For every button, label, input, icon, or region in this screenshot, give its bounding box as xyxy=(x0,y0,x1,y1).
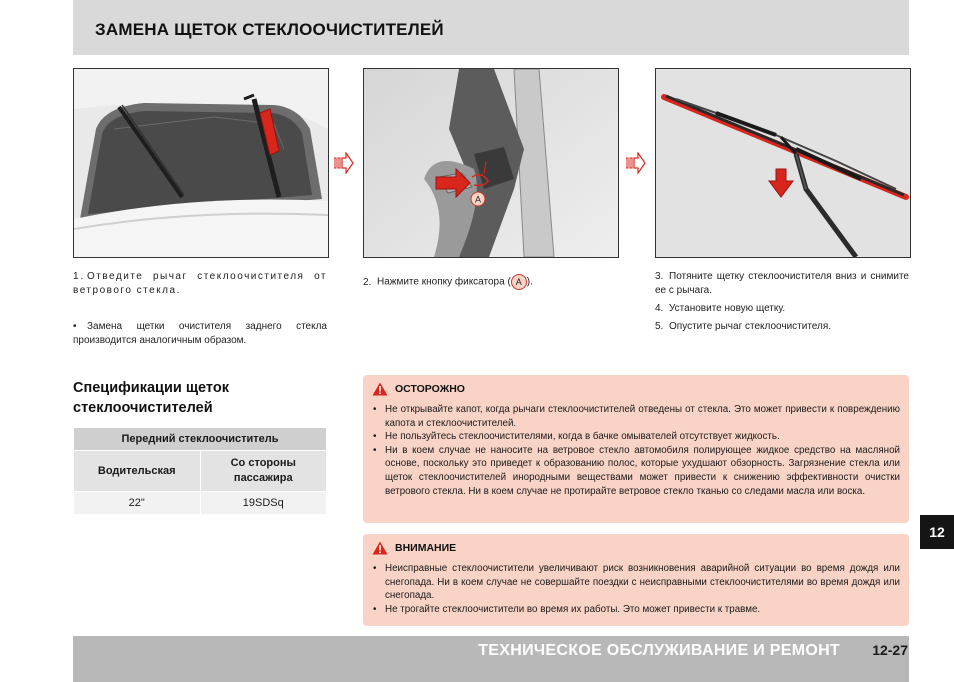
photo-retainer-button xyxy=(363,68,619,258)
callout-a-icon: A xyxy=(511,274,527,290)
chapter-tab: 12 xyxy=(920,515,954,549)
spec-value-passenger: 19SDSq xyxy=(200,492,327,515)
note-text: Замена щетки очистителя заднего стекла производится аналогичным образом. xyxy=(73,321,327,346)
photo-wiper-arm-lifted xyxy=(73,68,329,258)
page-header xyxy=(73,0,909,55)
warning-list xyxy=(371,562,900,616)
step-4: 4. Установите новую щетку. xyxy=(655,303,786,314)
step-5: 5. Опустите рычаг стеклоочистителя. xyxy=(655,321,832,332)
page-footer xyxy=(73,636,909,682)
next-step-arrow-icon xyxy=(334,152,354,174)
step-5-text: Опустите рычаг стеклоочистителя. xyxy=(669,321,832,332)
next-step-arrow-icon xyxy=(626,152,646,174)
caution-box xyxy=(363,375,909,523)
spec-heading: Спецификации щеток стеклоочистителей xyxy=(73,380,229,416)
warning-box xyxy=(363,534,909,626)
spec-table-header: Передний стеклоочиститель xyxy=(74,428,327,451)
warning-item: • Не трогайте стеклоочистители во время их работы. Это может привести к травме. xyxy=(371,603,900,617)
step-3: 3. Потяните щетку стеклоочистителя вниз и снимите ее с рычага. xyxy=(655,271,909,296)
callout-label-a: A xyxy=(474,194,482,205)
caution-item: • Не открывайте капот, когда рычаги стеклоочистителей отведены от стекла. Это может привести к повреждению капота и стеклоочистителей. xyxy=(371,403,900,430)
note-rear-wiper: • Замена щетки очистителя заднего стекла производится аналогичным образом. xyxy=(73,321,327,346)
step-2-text: Нажмите кнопку фиксатора ( xyxy=(377,276,511,288)
caution-item: • Не пользуйтесь стеклоочистителями, когда в бачке омывателей отсутствует жидкость. xyxy=(371,430,900,444)
step-1-text: Отведите рычаг стеклоочистителя от ветрового стекла. xyxy=(73,271,327,296)
warning-title: ВНИМАНИЕ xyxy=(395,542,457,554)
photo-wiper-blade-removal xyxy=(655,68,911,258)
caution-title: ОСТОРОЖНО xyxy=(395,383,465,395)
step-3-text: Потяните щетку стеклоочистителя вниз и снимите ее с рычага. xyxy=(655,271,909,296)
page-number: 12-27 xyxy=(872,642,908,658)
caution-list xyxy=(371,403,900,498)
warning-triangle-icon xyxy=(372,541,388,555)
caution-item: • Ни в коем случае не наносите на ветровое стекло автомобиля полирующее жидкое средство на масляной основе, поскольку это приведет к образованию полос, которые ухудшают обзорность. Загрязнение стекла или щеток стеклоочистителей инородными веществами может привести к снижению эффективности очистки ветрового стекла. Ни в коем случае не протирайте ветровое стекло тканью со следами масла или воска. xyxy=(371,444,900,498)
step-1: 1. Отведите рычаг стеклоочистителя от ветрового стекла. xyxy=(73,271,327,296)
warning-triangle-icon xyxy=(372,382,388,396)
spec-col-passenger: Со стороны пассажира xyxy=(200,451,327,492)
spec-col-driver: Водительская xyxy=(74,451,201,492)
step-4-text: Установите новую щетку. xyxy=(669,303,786,314)
spec-value-driver: 22" xyxy=(74,492,201,515)
wiper-spec-table xyxy=(73,427,327,515)
warning-item: • Неисправные стеклоочистители увеличивают риск возникновения аварийной ситуации во время дождя или снегопада. Ни в коем случае не совершайте поездки с неисправными стеклоочистителями во время дождя или снегопада. xyxy=(371,562,900,603)
page-title: ЗАМЕНА ЩЕТОК СТЕКЛООЧИСТИТЕЛЕЙ xyxy=(95,20,444,39)
footer-section-title: ТЕХНИЧЕСКОЕ ОБСЛУЖИВАНИЕ И РЕМОНТ xyxy=(478,642,840,659)
step-2: 2. Нажмите кнопку фиксатора ( A ). xyxy=(363,274,617,290)
